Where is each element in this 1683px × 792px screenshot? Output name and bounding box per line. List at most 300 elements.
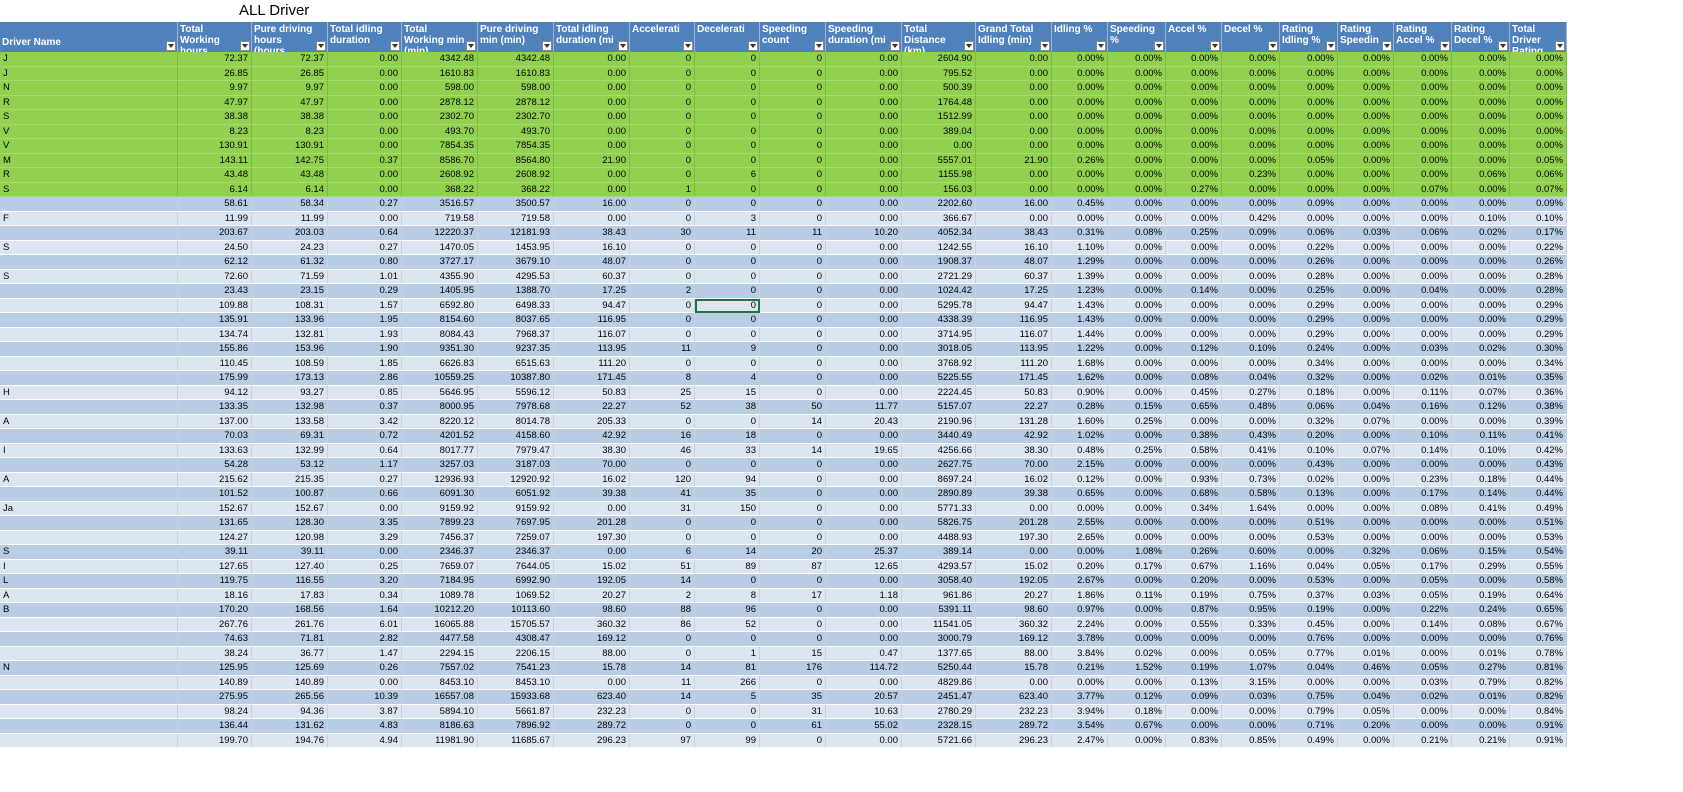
data-cell[interactable]: 16.10 bbox=[554, 241, 630, 256]
data-cell[interactable]: 0.93% bbox=[1166, 473, 1222, 488]
data-cell[interactable]: 71.59 bbox=[252, 270, 328, 285]
data-cell[interactable]: 52 bbox=[695, 618, 760, 633]
data-cell[interactable]: 0.22% bbox=[1280, 241, 1338, 256]
data-cell[interactable]: 0.00% bbox=[1052, 212, 1108, 227]
data-cell[interactable]: 0.00% bbox=[1166, 125, 1222, 140]
filter-dropdown-icon[interactable] bbox=[1498, 41, 1508, 51]
data-cell[interactable]: 0.00 bbox=[826, 270, 902, 285]
data-cell[interactable]: 0.00% bbox=[1166, 719, 1222, 734]
data-cell[interactable]: 0.00% bbox=[1222, 52, 1280, 67]
data-cell[interactable]: 0.44% bbox=[1510, 473, 1567, 488]
data-cell[interactable]: 0.00% bbox=[1510, 110, 1567, 125]
data-cell[interactable]: 0 bbox=[630, 415, 695, 430]
data-cell[interactable]: 0.28% bbox=[1510, 270, 1567, 285]
data-cell[interactable]: 88.00 bbox=[554, 647, 630, 662]
data-cell[interactable]: 0.67% bbox=[1510, 618, 1567, 633]
data-cell[interactable]: 4355.90 bbox=[402, 270, 478, 285]
data-cell[interactable]: 4201.52 bbox=[402, 429, 478, 444]
filter-dropdown-icon[interactable] bbox=[166, 41, 176, 51]
data-cell[interactable]: 3727.17 bbox=[402, 255, 478, 270]
data-cell[interactable]: 0.00% bbox=[1338, 125, 1394, 140]
data-cell[interactable]: 0.03% bbox=[1222, 690, 1280, 705]
driver-name-cell[interactable] bbox=[0, 632, 178, 647]
data-cell[interactable]: 0.00% bbox=[1394, 81, 1452, 96]
data-cell[interactable]: 35 bbox=[695, 487, 760, 502]
data-cell[interactable]: 11 bbox=[630, 342, 695, 357]
data-cell[interactable]: 10387.80 bbox=[478, 371, 554, 386]
data-cell[interactable]: 0.00% bbox=[1222, 299, 1280, 314]
data-cell[interactable]: 5826.75 bbox=[902, 516, 976, 531]
data-cell[interactable]: 203.03 bbox=[252, 226, 328, 241]
column-header[interactable] bbox=[630, 22, 695, 52]
data-cell[interactable]: 0.00% bbox=[1222, 516, 1280, 531]
data-cell[interactable]: 360.32 bbox=[976, 618, 1052, 633]
data-cell[interactable]: 0.00% bbox=[1222, 313, 1280, 328]
data-cell[interactable]: 0.55% bbox=[1166, 618, 1222, 633]
data-cell[interactable]: 0.00 bbox=[826, 168, 902, 183]
data-cell[interactable]: 719.58 bbox=[402, 212, 478, 227]
data-cell[interactable]: 15.78 bbox=[554, 661, 630, 676]
data-cell[interactable]: 0 bbox=[630, 632, 695, 647]
data-cell[interactable]: 0.00% bbox=[1338, 502, 1394, 517]
data-cell[interactable]: 0.05% bbox=[1510, 154, 1567, 169]
data-cell[interactable]: 125.69 bbox=[252, 661, 328, 676]
data-cell[interactable]: 0.00% bbox=[1394, 255, 1452, 270]
data-cell[interactable]: 0.03% bbox=[1394, 676, 1452, 691]
data-cell[interactable]: 140.89 bbox=[178, 676, 252, 691]
driver-name-cell[interactable] bbox=[0, 400, 178, 415]
data-cell[interactable]: 38.43 bbox=[554, 226, 630, 241]
data-cell[interactable]: 4293.57 bbox=[902, 560, 976, 575]
data-cell[interactable]: 0.10% bbox=[1394, 429, 1452, 444]
data-cell[interactable]: 0 bbox=[695, 110, 760, 125]
data-cell[interactable]: 0.00% bbox=[1052, 125, 1108, 140]
data-cell[interactable]: 119.75 bbox=[178, 574, 252, 589]
data-cell[interactable]: 0.00% bbox=[1338, 313, 1394, 328]
data-cell[interactable]: 0.00 bbox=[554, 212, 630, 227]
data-cell[interactable]: 0.79% bbox=[1452, 676, 1510, 691]
data-cell[interactable]: 168.56 bbox=[252, 603, 328, 618]
data-cell[interactable]: 3.94% bbox=[1052, 705, 1108, 720]
data-cell[interactable]: 50.83 bbox=[976, 386, 1052, 401]
data-cell[interactable]: 0.87% bbox=[1166, 603, 1222, 618]
data-cell[interactable]: 116.07 bbox=[554, 328, 630, 343]
data-cell[interactable]: 0.19% bbox=[1280, 603, 1338, 618]
data-cell[interactable]: 3.15% bbox=[1222, 676, 1280, 691]
data-cell[interactable]: 16.02 bbox=[554, 473, 630, 488]
data-cell[interactable]: 5557.01 bbox=[902, 154, 976, 169]
data-cell[interactable]: 47.97 bbox=[178, 96, 252, 111]
driver-name-cell[interactable] bbox=[0, 734, 178, 749]
data-cell[interactable]: 111.20 bbox=[554, 357, 630, 372]
data-cell[interactable]: 0.00 bbox=[554, 168, 630, 183]
data-cell[interactable]: 0.00% bbox=[1052, 110, 1108, 125]
data-cell[interactable]: 4.83 bbox=[328, 719, 402, 734]
data-cell[interactable]: 0.51% bbox=[1280, 516, 1338, 531]
data-cell[interactable]: 2346.37 bbox=[402, 545, 478, 560]
data-cell[interactable]: 0.00 bbox=[328, 96, 402, 111]
data-cell[interactable]: 0.00% bbox=[1394, 705, 1452, 720]
data-cell[interactable]: 6515.63 bbox=[478, 357, 554, 372]
data-cell[interactable]: 0.41% bbox=[1510, 429, 1567, 444]
data-cell[interactable]: 0.00 bbox=[328, 52, 402, 67]
data-cell[interactable]: 0.00% bbox=[1510, 67, 1567, 82]
data-cell[interactable]: 18 bbox=[695, 429, 760, 444]
data-cell[interactable]: 1.44% bbox=[1052, 328, 1108, 343]
data-cell[interactable]: 0 bbox=[760, 270, 826, 285]
data-cell[interactable]: 3.77% bbox=[1052, 690, 1108, 705]
data-cell[interactable]: 132.99 bbox=[252, 444, 328, 459]
data-cell[interactable]: 0.97% bbox=[1052, 603, 1108, 618]
data-cell[interactable]: 14 bbox=[630, 574, 695, 589]
filter-dropdown-icon[interactable] bbox=[316, 41, 326, 51]
data-cell[interactable]: 0.38% bbox=[1166, 429, 1222, 444]
data-cell[interactable]: 17 bbox=[760, 589, 826, 604]
data-cell[interactable]: 4338.39 bbox=[902, 313, 976, 328]
data-cell[interactable]: 0.00% bbox=[1510, 125, 1567, 140]
driver-name-cell[interactable] bbox=[0, 255, 178, 270]
data-cell[interactable]: 0.00% bbox=[1108, 342, 1166, 357]
data-cell[interactable]: 0 bbox=[760, 212, 826, 227]
data-cell[interactable]: 0.00% bbox=[1452, 81, 1510, 96]
data-cell[interactable]: 0.04% bbox=[1280, 560, 1338, 575]
data-cell[interactable]: 0.25% bbox=[1108, 444, 1166, 459]
driver-name-cell[interactable] bbox=[0, 676, 178, 691]
column-header[interactable] bbox=[826, 22, 902, 52]
data-cell[interactable]: 0.42% bbox=[1222, 212, 1280, 227]
data-cell[interactable]: 0.00 bbox=[826, 371, 902, 386]
data-cell[interactable]: 0.00% bbox=[1222, 67, 1280, 82]
data-cell[interactable]: 0 bbox=[695, 284, 760, 299]
data-cell[interactable]: 0.00 bbox=[826, 313, 902, 328]
data-cell[interactable]: 0.00% bbox=[1452, 139, 1510, 154]
data-cell[interactable]: 0.00 bbox=[554, 110, 630, 125]
data-cell[interactable]: 1.93 bbox=[328, 328, 402, 343]
data-cell[interactable]: 0.00% bbox=[1108, 328, 1166, 343]
data-cell[interactable]: 4477.58 bbox=[402, 632, 478, 647]
data-cell[interactable]: 0.00% bbox=[1108, 81, 1166, 96]
data-cell[interactable]: 0.00% bbox=[1222, 357, 1280, 372]
data-cell[interactable]: 0.05% bbox=[1338, 705, 1394, 720]
data-cell[interactable]: 0.64 bbox=[328, 444, 402, 459]
data-cell[interactable]: 133.58 bbox=[252, 415, 328, 430]
data-cell[interactable]: 3714.95 bbox=[902, 328, 976, 343]
data-cell[interactable]: 89 bbox=[695, 560, 760, 575]
data-cell[interactable]: 0.00% bbox=[1280, 67, 1338, 82]
data-cell[interactable]: 0 bbox=[760, 110, 826, 125]
filter-dropdown-icon[interactable] bbox=[1210, 41, 1220, 51]
data-cell[interactable]: 5250.44 bbox=[902, 661, 976, 676]
data-cell[interactable]: 0.76% bbox=[1510, 632, 1567, 647]
driver-name-cell[interactable] bbox=[0, 342, 178, 357]
data-cell[interactable]: 0 bbox=[630, 168, 695, 183]
data-cell[interactable]: 0.00% bbox=[1452, 632, 1510, 647]
data-cell[interactable]: 0.65% bbox=[1510, 603, 1567, 618]
data-cell[interactable]: 98.60 bbox=[976, 603, 1052, 618]
data-cell[interactable]: 0 bbox=[760, 284, 826, 299]
data-cell[interactable]: 0.08% bbox=[1452, 618, 1510, 633]
data-cell[interactable]: 0.00% bbox=[1394, 516, 1452, 531]
data-cell[interactable]: 0.07% bbox=[1338, 415, 1394, 430]
column-header[interactable] bbox=[554, 22, 630, 52]
data-cell[interactable]: 0.00% bbox=[1394, 719, 1452, 734]
data-cell[interactable]: 169.12 bbox=[554, 632, 630, 647]
data-cell[interactable]: 0.00% bbox=[1394, 357, 1452, 372]
column-header[interactable] bbox=[328, 22, 402, 52]
filter-dropdown-icon[interactable] bbox=[240, 41, 250, 51]
data-cell[interactable]: 0.05% bbox=[1338, 560, 1394, 575]
data-cell[interactable]: 0.00% bbox=[1108, 574, 1166, 589]
data-cell[interactable]: 0.37% bbox=[1280, 589, 1338, 604]
data-cell[interactable]: 0 bbox=[760, 154, 826, 169]
data-cell[interactable]: 135.91 bbox=[178, 313, 252, 328]
data-cell[interactable]: 24.50 bbox=[178, 241, 252, 256]
data-cell[interactable]: 156.03 bbox=[902, 183, 976, 198]
data-cell[interactable]: 8017.77 bbox=[402, 444, 478, 459]
driver-name-cell[interactable] bbox=[0, 197, 178, 212]
data-cell[interactable]: 70.03 bbox=[178, 429, 252, 444]
data-cell[interactable]: 2190.96 bbox=[902, 415, 976, 430]
data-cell[interactable]: 0.00% bbox=[1108, 516, 1166, 531]
data-cell[interactable]: 11.99 bbox=[178, 212, 252, 227]
data-cell[interactable]: 0.00% bbox=[1452, 516, 1510, 531]
data-cell[interactable]: 0.00 bbox=[328, 81, 402, 96]
data-cell[interactable]: 0.00% bbox=[1052, 183, 1108, 198]
data-cell[interactable]: 46 bbox=[630, 444, 695, 459]
data-cell[interactable]: 0.00% bbox=[1452, 328, 1510, 343]
data-cell[interactable]: 0.00% bbox=[1052, 168, 1108, 183]
data-cell[interactable]: 0.00% bbox=[1222, 183, 1280, 198]
data-cell[interactable]: 0.02% bbox=[1452, 226, 1510, 241]
data-cell[interactable]: 289.72 bbox=[554, 719, 630, 734]
data-cell[interactable]: 0.00 bbox=[976, 545, 1052, 560]
data-cell[interactable]: 0.01% bbox=[1338, 647, 1394, 662]
filter-dropdown-icon[interactable] bbox=[748, 41, 758, 51]
data-cell[interactable]: 1.57 bbox=[328, 299, 402, 314]
data-cell[interactable]: 0.00% bbox=[1394, 270, 1452, 285]
data-cell[interactable]: 0.00% bbox=[1338, 168, 1394, 183]
data-cell[interactable]: 8586.70 bbox=[402, 154, 478, 169]
data-cell[interactable]: 38.38 bbox=[252, 110, 328, 125]
data-cell[interactable]: 1.95 bbox=[328, 313, 402, 328]
data-cell[interactable]: 131.62 bbox=[252, 719, 328, 734]
data-cell[interactable]: 0.00% bbox=[1452, 183, 1510, 198]
driver-name-cell[interactable] bbox=[0, 487, 178, 502]
data-cell[interactable]: 961.86 bbox=[902, 589, 976, 604]
data-cell[interactable]: 0.00% bbox=[1222, 110, 1280, 125]
data-cell[interactable]: 0.00% bbox=[1338, 386, 1394, 401]
data-cell[interactable]: 0.22% bbox=[1394, 603, 1452, 618]
data-cell[interactable]: 41 bbox=[630, 487, 695, 502]
data-cell[interactable]: 11 bbox=[695, 226, 760, 241]
data-cell[interactable]: 0.21% bbox=[1394, 734, 1452, 749]
data-cell[interactable]: 0.43% bbox=[1510, 458, 1567, 473]
data-cell[interactable]: 0.58% bbox=[1166, 444, 1222, 459]
data-cell[interactable]: 0.45% bbox=[1280, 618, 1338, 633]
column-header[interactable] bbox=[1510, 22, 1567, 52]
data-cell[interactable]: 169.12 bbox=[976, 632, 1052, 647]
data-cell[interactable]: 0.67% bbox=[1108, 719, 1166, 734]
data-cell[interactable]: 0.00 bbox=[328, 183, 402, 198]
data-cell[interactable]: 15 bbox=[695, 386, 760, 401]
data-cell[interactable]: 0 bbox=[630, 458, 695, 473]
data-cell[interactable]: 0.19% bbox=[1166, 589, 1222, 604]
data-cell[interactable]: 368.22 bbox=[402, 183, 478, 198]
data-cell[interactable]: 0.00% bbox=[1108, 110, 1166, 125]
data-cell[interactable]: 1453.95 bbox=[478, 241, 554, 256]
data-cell[interactable]: 7899.23 bbox=[402, 516, 478, 531]
data-cell[interactable]: 0.00% bbox=[1338, 255, 1394, 270]
data-cell[interactable]: 0.00% bbox=[1166, 110, 1222, 125]
data-cell[interactable]: 0 bbox=[695, 197, 760, 212]
data-cell[interactable]: 7456.37 bbox=[402, 531, 478, 546]
data-cell[interactable]: 0.00% bbox=[1108, 473, 1166, 488]
data-cell[interactable]: 0.00 bbox=[554, 502, 630, 517]
data-cell[interactable]: 7854.35 bbox=[478, 139, 554, 154]
data-cell[interactable]: 0.04% bbox=[1394, 284, 1452, 299]
data-cell[interactable]: 0.00% bbox=[1108, 139, 1166, 154]
data-cell[interactable]: 0 bbox=[760, 632, 826, 647]
data-cell[interactable]: 0.00% bbox=[1166, 647, 1222, 662]
data-cell[interactable]: 0.00 bbox=[826, 357, 902, 372]
data-cell[interactable]: 31 bbox=[760, 705, 826, 720]
data-cell[interactable]: 0.32% bbox=[1280, 415, 1338, 430]
data-cell[interactable]: 2890.89 bbox=[902, 487, 976, 502]
data-cell[interactable]: 0.39% bbox=[1510, 415, 1567, 430]
data-cell[interactable]: 33 bbox=[695, 444, 760, 459]
data-cell[interactable]: 4829.86 bbox=[902, 676, 976, 691]
data-cell[interactable]: 20 bbox=[760, 545, 826, 560]
data-cell[interactable]: 0.00% bbox=[1452, 574, 1510, 589]
data-cell[interactable]: 0.00% bbox=[1510, 139, 1567, 154]
driver-name-cell[interactable]: Ja bbox=[0, 502, 178, 517]
data-cell[interactable]: 0.02% bbox=[1394, 371, 1452, 386]
data-cell[interactable]: 0.09% bbox=[1510, 197, 1567, 212]
data-cell[interactable]: 94.47 bbox=[554, 299, 630, 314]
data-cell[interactable]: 0 bbox=[695, 270, 760, 285]
data-cell[interactable]: 2608.92 bbox=[478, 168, 554, 183]
data-cell[interactable]: 8453.10 bbox=[478, 676, 554, 691]
data-cell[interactable]: 43.48 bbox=[178, 168, 252, 183]
data-cell[interactable]: 0.00% bbox=[1166, 357, 1222, 372]
data-cell[interactable]: 6051.92 bbox=[478, 487, 554, 502]
data-cell[interactable]: 88 bbox=[630, 603, 695, 618]
data-cell[interactable]: 0.90% bbox=[1052, 386, 1108, 401]
data-cell[interactable]: 0.65% bbox=[1166, 400, 1222, 415]
data-cell[interactable]: 109.88 bbox=[178, 299, 252, 314]
data-cell[interactable]: 0 bbox=[760, 255, 826, 270]
data-cell[interactable]: 0.00% bbox=[1338, 197, 1394, 212]
data-cell[interactable]: 2.24% bbox=[1052, 618, 1108, 633]
data-cell[interactable]: 0.00% bbox=[1394, 96, 1452, 111]
data-cell[interactable]: 0.03% bbox=[1394, 342, 1452, 357]
data-cell[interactable]: 171.45 bbox=[554, 371, 630, 386]
filter-dropdown-icon[interactable] bbox=[1268, 41, 1278, 51]
data-cell[interactable]: 0.00% bbox=[1052, 96, 1108, 111]
data-cell[interactable]: 0.21% bbox=[1452, 734, 1510, 749]
data-cell[interactable]: 152.67 bbox=[178, 502, 252, 517]
data-cell[interactable]: 1069.52 bbox=[478, 589, 554, 604]
data-cell[interactable]: 150 bbox=[695, 502, 760, 517]
data-cell[interactable]: 4 bbox=[695, 371, 760, 386]
data-cell[interactable]: 0.00% bbox=[1338, 328, 1394, 343]
data-cell[interactable]: 0.00% bbox=[1338, 96, 1394, 111]
data-cell[interactable]: 0.41% bbox=[1452, 502, 1510, 517]
data-cell[interactable]: 389.14 bbox=[902, 545, 976, 560]
data-cell[interactable]: 0 bbox=[695, 705, 760, 720]
data-cell[interactable]: 0.00% bbox=[1222, 284, 1280, 299]
data-cell[interactable]: 2 bbox=[630, 589, 695, 604]
data-cell[interactable]: 3.42 bbox=[328, 415, 402, 430]
data-cell[interactable]: 0.23% bbox=[1394, 473, 1452, 488]
driver-name-cell[interactable] bbox=[0, 284, 178, 299]
data-cell[interactable]: 9351.30 bbox=[402, 342, 478, 357]
data-cell[interactable]: 0.25% bbox=[1280, 284, 1338, 299]
data-cell[interactable]: 11541.05 bbox=[902, 618, 976, 633]
data-cell[interactable]: 94.47 bbox=[976, 299, 1052, 314]
data-cell[interactable]: 0.00% bbox=[1166, 415, 1222, 430]
data-cell[interactable]: 9 bbox=[695, 342, 760, 357]
column-header[interactable] bbox=[402, 22, 478, 52]
driver-name-cell[interactable]: H bbox=[0, 386, 178, 401]
data-cell[interactable]: 0.00% bbox=[1394, 212, 1452, 227]
data-cell[interactable]: 0.17% bbox=[1108, 560, 1166, 575]
data-cell[interactable]: 94 bbox=[695, 473, 760, 488]
data-cell[interactable]: 2721.29 bbox=[902, 270, 976, 285]
data-cell[interactable]: 0.28% bbox=[1510, 284, 1567, 299]
data-cell[interactable]: 2.86 bbox=[328, 371, 402, 386]
data-cell[interactable]: 0.00% bbox=[1280, 81, 1338, 96]
data-cell[interactable]: 12181.93 bbox=[478, 226, 554, 241]
data-cell[interactable]: 71.81 bbox=[252, 632, 328, 647]
data-cell[interactable]: 0.25 bbox=[328, 560, 402, 575]
data-cell[interactable]: 0 bbox=[630, 212, 695, 227]
data-cell[interactable]: 0.00% bbox=[1108, 183, 1166, 198]
data-cell[interactable]: 0.05% bbox=[1394, 589, 1452, 604]
data-cell[interactable]: 0.17% bbox=[1394, 560, 1452, 575]
data-cell[interactable]: 53.12 bbox=[252, 458, 328, 473]
column-header[interactable] bbox=[178, 22, 252, 52]
data-cell[interactable]: 6626.83 bbox=[402, 357, 478, 372]
data-cell[interactable]: 0.00 bbox=[826, 284, 902, 299]
data-cell[interactable]: 0.00% bbox=[1452, 313, 1510, 328]
data-cell[interactable]: 0.00 bbox=[328, 212, 402, 227]
data-cell[interactable]: 0.06% bbox=[1394, 545, 1452, 560]
data-cell[interactable]: 25.37 bbox=[826, 545, 902, 560]
data-cell[interactable]: 0 bbox=[630, 299, 695, 314]
data-cell[interactable]: 0 bbox=[760, 168, 826, 183]
data-cell[interactable]: 8037.65 bbox=[478, 313, 554, 328]
data-cell[interactable]: 0.00% bbox=[1280, 502, 1338, 517]
driver-name-cell[interactable]: N bbox=[0, 81, 178, 96]
data-cell[interactable]: 114.72 bbox=[826, 661, 902, 676]
data-cell[interactable]: 20.57 bbox=[826, 690, 902, 705]
data-cell[interactable]: 15705.57 bbox=[478, 618, 554, 633]
data-cell[interactable]: 0.00 bbox=[328, 676, 402, 691]
data-cell[interactable]: 7557.02 bbox=[402, 661, 478, 676]
data-cell[interactable]: 1.17 bbox=[328, 458, 402, 473]
data-cell[interactable]: 0.12% bbox=[1052, 473, 1108, 488]
data-cell[interactable]: 0.00% bbox=[1452, 52, 1510, 67]
data-cell[interactable]: 108.31 bbox=[252, 299, 328, 314]
data-cell[interactable]: 61 bbox=[760, 719, 826, 734]
data-cell[interactable]: 0.14% bbox=[1452, 487, 1510, 502]
data-cell[interactable]: 2878.12 bbox=[478, 96, 554, 111]
driver-name-cell[interactable]: I bbox=[0, 560, 178, 575]
data-cell[interactable]: 14 bbox=[760, 444, 826, 459]
data-cell[interactable]: 18.16 bbox=[178, 589, 252, 604]
data-cell[interactable]: 0.91% bbox=[1510, 719, 1567, 734]
